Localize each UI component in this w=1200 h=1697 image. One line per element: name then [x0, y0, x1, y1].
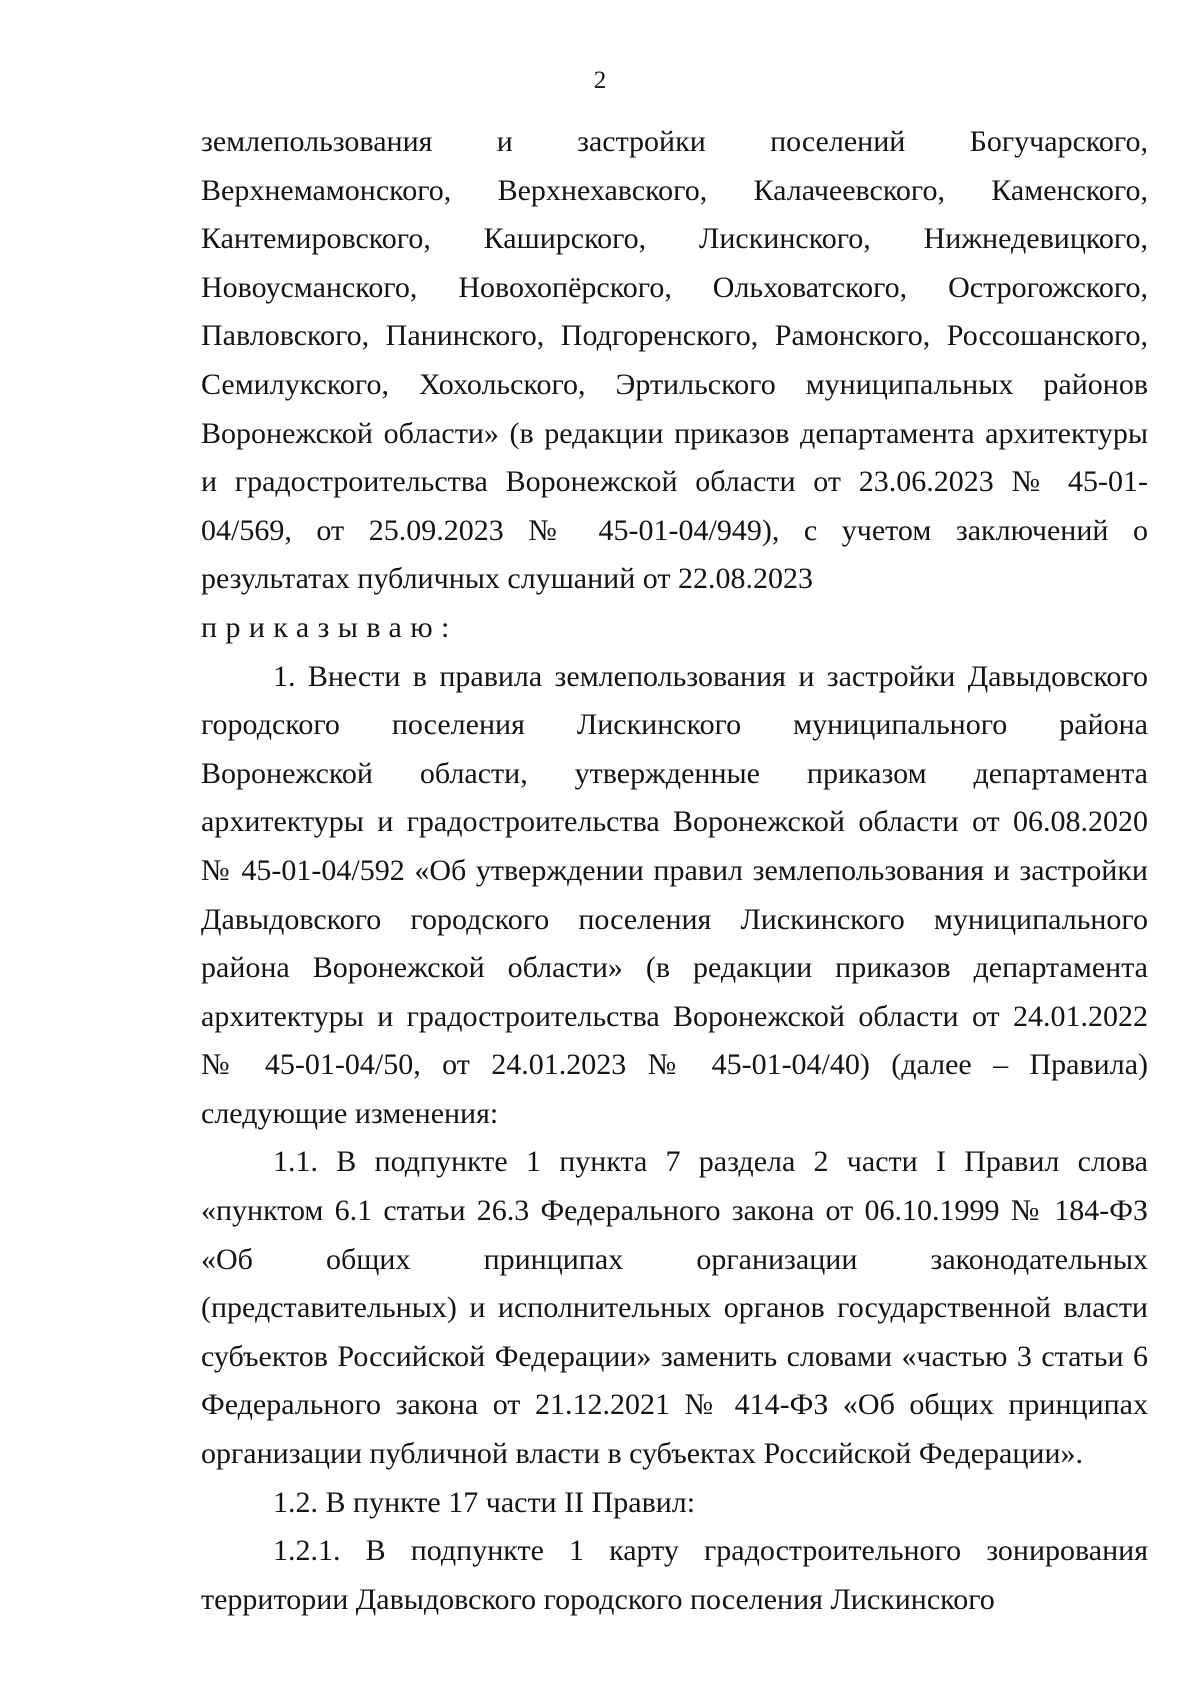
paragraph-order-word: приказываю: — [201, 610, 458, 644]
document-body — [201, 118, 1148, 1624]
paragraph-item-1-2: 1.2. В пункте 17 части II Правил: — [273, 1485, 696, 1519]
paragraph-item-1-2-1: 1.2.1. В подпункте 1 карту градостроительного зонирования территории Давыдовского городского поселения Лискинского — [201, 1534, 1148, 1616]
page-number: 2 — [593, 67, 607, 94]
paragraph-item-1: 1. Внести в правила землепользования и застройки Давыдовского городского поселения Лискинского муниципального района Воронежской области, утвержденные приказом департамента архитектуры и градостроительства Воронежской области от 06.08.2020 № 45-01-04/592 «Об утверждении правил землепользования и застройки Давыдовского городского поселения Лискинского муниципального района Воронежской области» (в редакции приказов департамента архитектуры и градостроительства Воронежской области от 24.01.2022 № 45-01-04/50, от 24.01.2023 № 45-01-04/40) (далее – Правила) следующие изменения: — [201, 659, 1148, 1130]
paragraph-item-1-1: 1.1. В подпункте 1 пункта 7 раздела 2 части I Правил слова «пунктом 6.1 статьи 26.3 Федерального закона от 06.10.1999 № 184-ФЗ «Об общих принципах организации законодательных (представительных) и исполнительных органов государственной власти субъектов Российской Федерации» заменить словами «частью 3 статьи 6 Федерального закона от 21.12.2021 № 414-ФЗ «Об общих принципах организации публичной власти в субъектах Российской Федерации». — [201, 1145, 1148, 1471]
paragraph-preamble-continuation: землепользования и застройки поселений Богучарского, Верхнемамонского, Верхнехавского, Калачеевского, Каменского, Кантемировского, Каширского, Лискинского, Нижнедевицкого, Новоусманского, Новохопёрского, Ольховатского, Острогожского, Павловского, Панинского, Подгоренского, Рамонского, Россошанского, Семилукского, Хохольского, Эртильского муниципальных районов Воронежской области» (в редакции приказов департамента архитектуры и градостроительства Воронежской области от 23.06.2023 № 45-01-04/569, от 25.09.2023 № 45-01-04/949), с учетом заключений о результатах публичных слушаний от 22.08.2023 — [201, 125, 1148, 596]
